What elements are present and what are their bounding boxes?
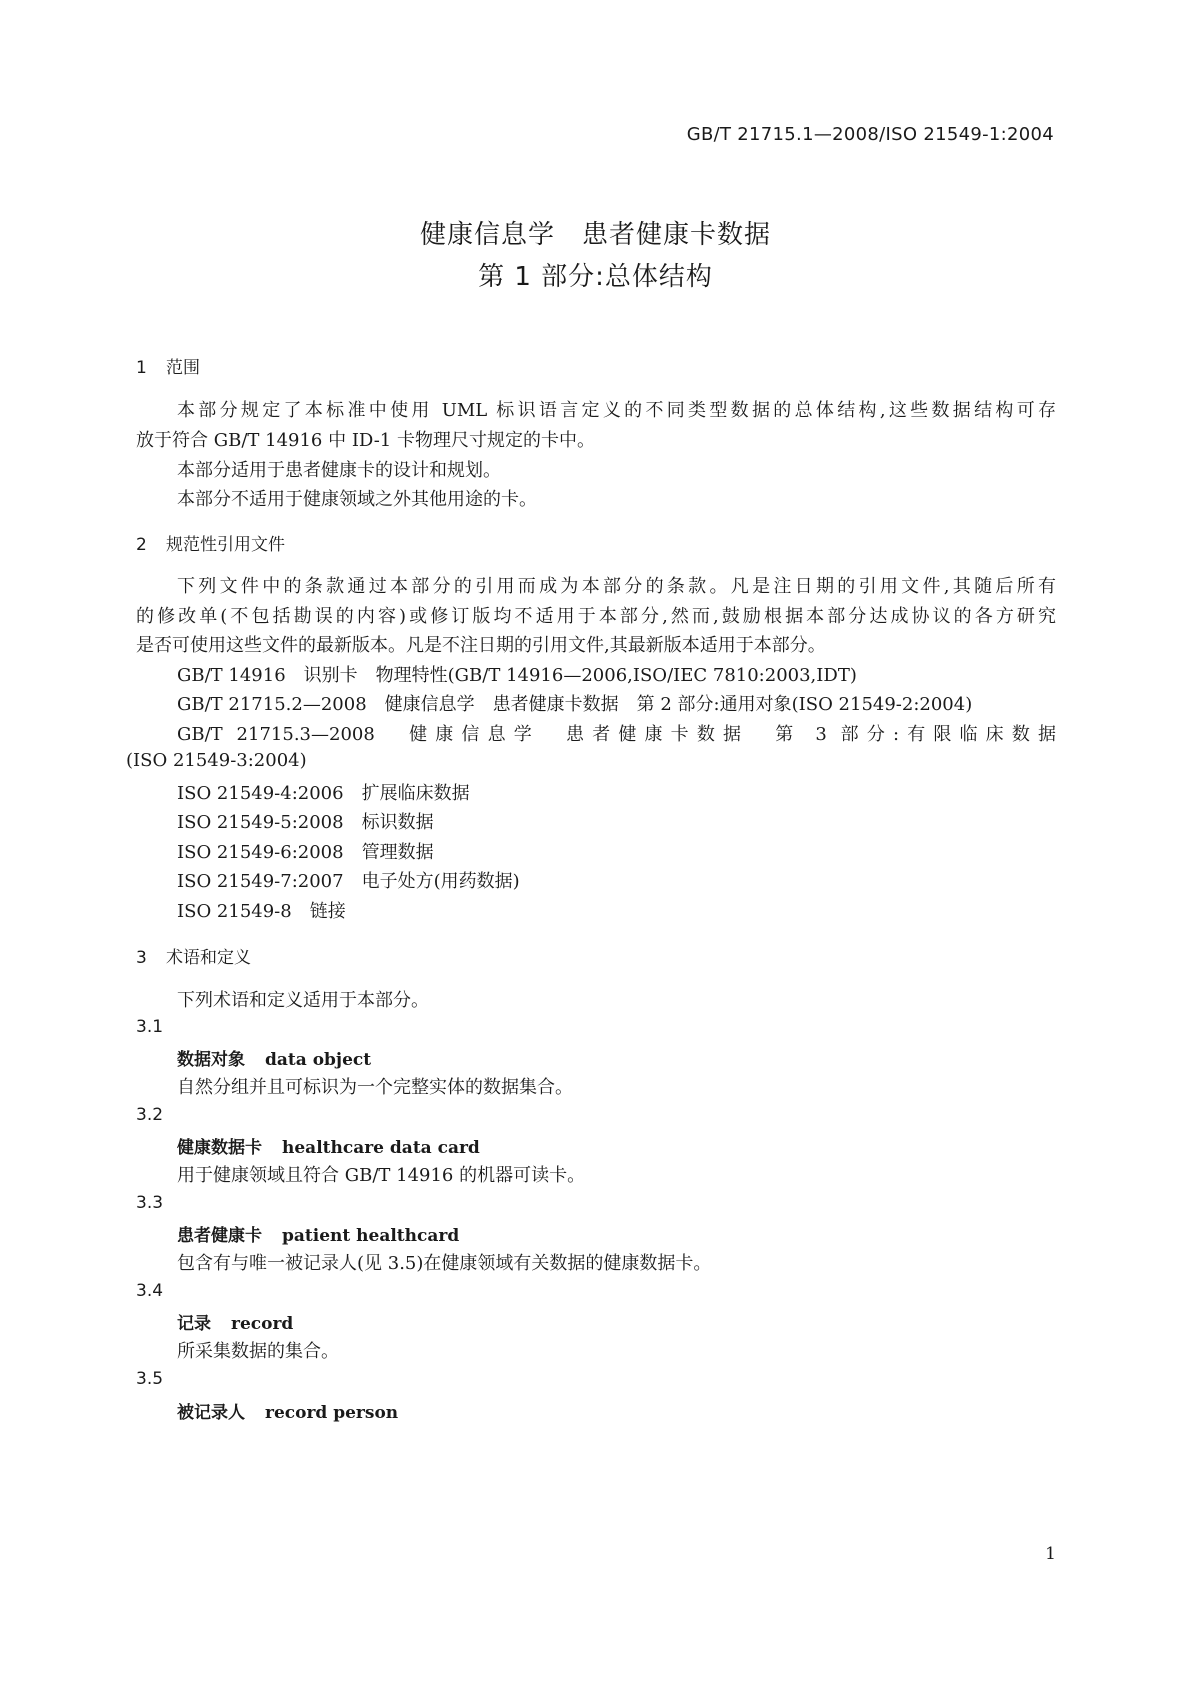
term-number: 3.1: [136, 1017, 164, 1037]
term-entry: [177, 1221, 459, 1246]
normative-reference: GB/T 21715.3—2008 健康信息学 患者健康卡数据 第 3 部分:有限临床数据: [177, 724, 1056, 745]
term-definition: 用于健康领域且符合 GB/T 14916 的机器可读卡。: [177, 1165, 586, 1186]
paragraph: 本部分适用于患者健康卡的设计和规划。: [177, 460, 501, 481]
section-number: 1: [136, 358, 147, 378]
normative-reference: GB/T 14916 识别卡 物理特性(GB/T 14916—2006,ISO/IEC 7810:2003,IDT): [177, 665, 857, 686]
section-number: 3: [136, 948, 147, 968]
normative-reference: ISO 21549-4:2006 扩展临床数据: [177, 783, 470, 804]
section-3-heading: [136, 943, 251, 968]
term-en: record: [231, 1314, 294, 1334]
term-en: data object: [265, 1050, 372, 1070]
normative-reference: ISO 21549-8 链接: [177, 901, 346, 922]
term-en: healthcare data card: [282, 1138, 480, 1158]
normative-reference-cont: (ISO 21549-3:2004): [126, 750, 307, 771]
paragraph-line: 的修改单(不包括勘误的内容)或修订版均不适用于本部分,然而,鼓励根据本部分达成协议的各方研究: [136, 606, 1056, 627]
normative-reference: ISO 21549-6:2008 管理数据: [177, 842, 434, 863]
term-zh: 被记录人: [177, 1403, 245, 1423]
normative-reference: GB/T 21715.2—2008 健康信息学 患者健康卡数据 第 2 部分:通用对象(ISO 21549-2:2004): [177, 694, 973, 715]
paragraph-line: 下列文件中的条款通过本部分的引用而成为本部分的条款。凡是注日期的引用文件,其随后所有: [177, 576, 1056, 597]
document-title: 健康信息学 患者健康卡数据: [419, 220, 771, 250]
term-number: 3.3: [136, 1193, 164, 1213]
section-2-heading: [136, 530, 285, 555]
term-entry: [177, 1309, 293, 1334]
section-title: 术语和定义: [166, 948, 251, 968]
paragraph-line: 放于符合 GB/T 14916 中 ID-1 卡物理尺寸规定的卡中。: [136, 430, 595, 451]
term-zh: 记录: [177, 1314, 211, 1334]
section-1-heading: [136, 353, 200, 378]
paragraph-line: 本部分规定了本标准中使用 UML 标识语言定义的不同类型数据的总体结构,这些数据结构可存: [177, 400, 1056, 421]
term-zh: 数据对象: [177, 1050, 245, 1070]
normative-reference: ISO 21549-7:2007 电子处方(用药数据): [177, 871, 520, 892]
section-title: 范围: [166, 358, 200, 378]
term-en: patient healthcard: [282, 1226, 460, 1246]
term-entry: [177, 1045, 371, 1070]
term-number: 3.4: [136, 1281, 164, 1301]
document-subtitle: 第 1 部分:总体结构: [478, 262, 713, 292]
term-definition: 自然分组并且可标识为一个完整实体的数据集合。: [177, 1077, 573, 1098]
section-number: 2: [136, 535, 147, 555]
term-number: 3.2: [136, 1105, 164, 1125]
paragraph: 本部分不适用于健康领域之外其他用途的卡。: [177, 489, 537, 510]
term-en: record person: [265, 1403, 399, 1423]
page-number: 1: [1045, 1544, 1056, 1564]
section-title: 规范性引用文件: [166, 535, 285, 555]
term-number: 3.5: [136, 1369, 164, 1389]
term-entry: [177, 1133, 480, 1158]
term-definition: 包含有与唯一被记录人(见 3.5)在健康领域有关数据的健康数据卡。: [177, 1253, 712, 1274]
term-zh: 健康数据卡: [177, 1138, 262, 1158]
standard-number: GB/T 21715.1—2008/ISO 21549-1:2004: [686, 124, 1054, 145]
paragraph: 下列术语和定义适用于本部分。: [177, 990, 429, 1011]
term-entry: [177, 1398, 398, 1423]
term-definition: 所采集数据的集合。: [177, 1341, 339, 1362]
normative-reference: ISO 21549-5:2008 标识数据: [177, 812, 434, 833]
term-zh: 患者健康卡: [177, 1226, 262, 1246]
paragraph-line: 是否可使用这些文件的最新版本。凡是不注日期的引用文件,其最新版本适用于本部分。: [136, 635, 826, 656]
